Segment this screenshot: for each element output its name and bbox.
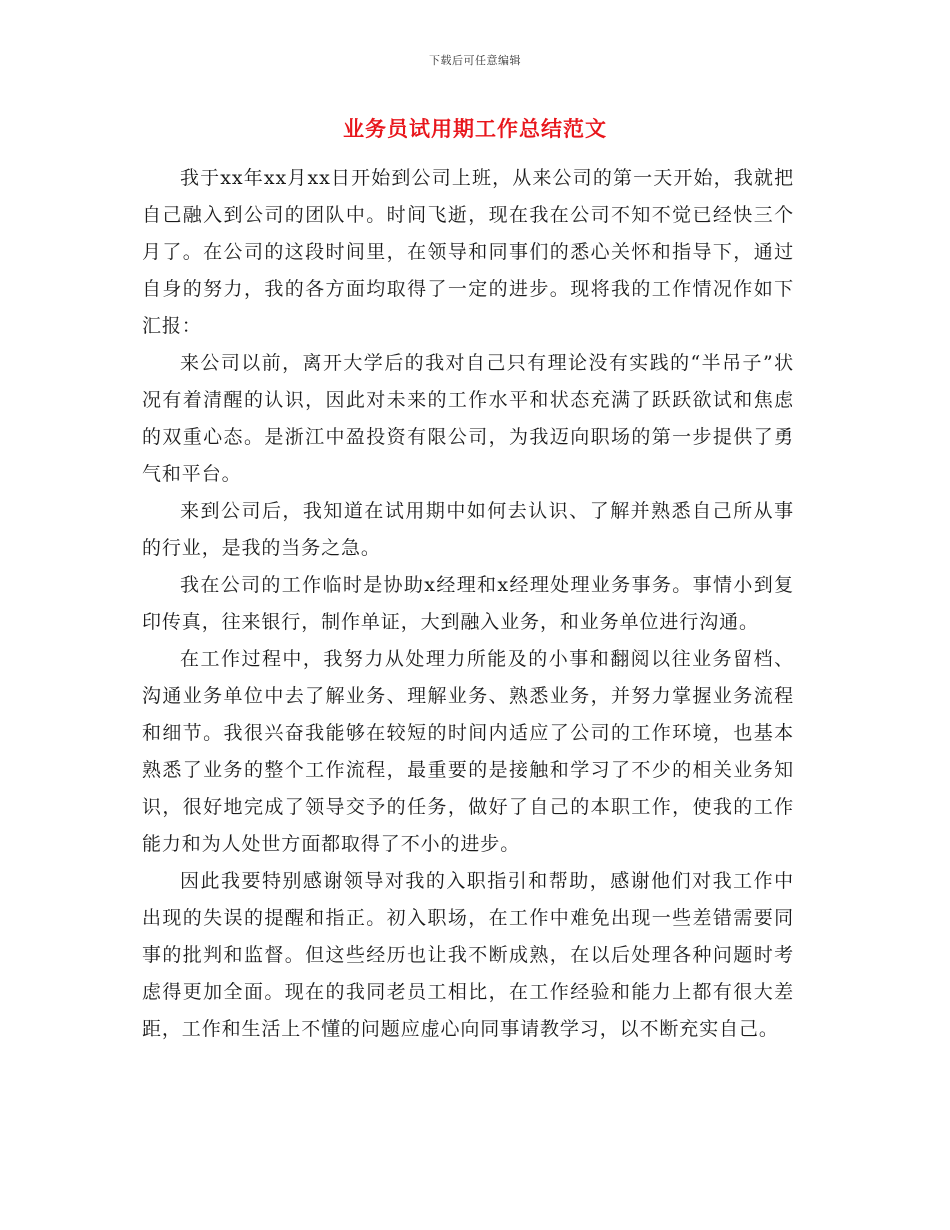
header-note: 下载后可任意编辑 — [429, 54, 521, 67]
document-title: 业务员试用期工作总结范文 — [343, 116, 607, 141]
paragraph-after-joining: 来到公司后，我知道在试用期中如何去认识、了解并熟悉自己所从事的行业，是我的当务之急。 — [142, 500, 794, 559]
paragraph-work-process: 在工作过程中，我努力从处理力所能及的小事和翻阅以往业务留档、沟通业务单位中去了解业务、理解业务、熟悉业务，并努力掌握业务流程和细节。我很兴奋我能够在较短的时间内适应了公司的工作环境，也基本熟悉了业务的整个工作流程，最重要的是接触和学习了不少的相关业务知识，很好地完成了领导交予的任务，做好了自己的本职工作，使我的工作能力和为人处世方面都取得了不小的进步。 — [142, 648, 794, 855]
paragraph-thanks: 因此我要特别感谢领导对我的入职指引和帮助，感谢他们对我工作中出现的失误的提醒和指正。初入职场，在工作中难免出现一些差错需要同事的批判和监督。但这些经历也让我不断成熟，在以后处理各种问题时考虑得更加全面。现在的我同老员工相比，在工作经验和能力上都有很大差距，工作和生活上不懂的问题应虚心向同事请教学习，以不断充实自己。 — [142, 870, 794, 1040]
document-body — [142, 160, 794, 1048]
paragraph-duties: 我在公司的工作临时是协助x经理和x经理处理业务事务。事情小到复印传真，往来银行，制作单证，大到融入业务，和业务单位进行沟通。 — [142, 574, 794, 633]
paragraph-intro: 我于xx年xx月xx日开始到公司上班，从来公司的第一天开始，我就把自己融入到公司的团队中。时间飞逝，现在我在公司不知不觉已经快三个月了。在公司的这段时间里，在领导和同事们的悉心关怀和指导下，通过自身的努力，我的各方面均取得了一定的进步。现将我的工作情况作如下汇报： — [142, 167, 794, 337]
paragraph-before-joining: 来公司以前，离开大学后的我对自己只有理论没有实践的“半吊子”状况有着清醒的认识，因此对未来的工作水平和状态充满了跃跃欲试和焦虑的双重心态。是浙江中盈投资有限公司，为我迈向职场的第一步提供了勇气和平台。 — [142, 352, 794, 485]
